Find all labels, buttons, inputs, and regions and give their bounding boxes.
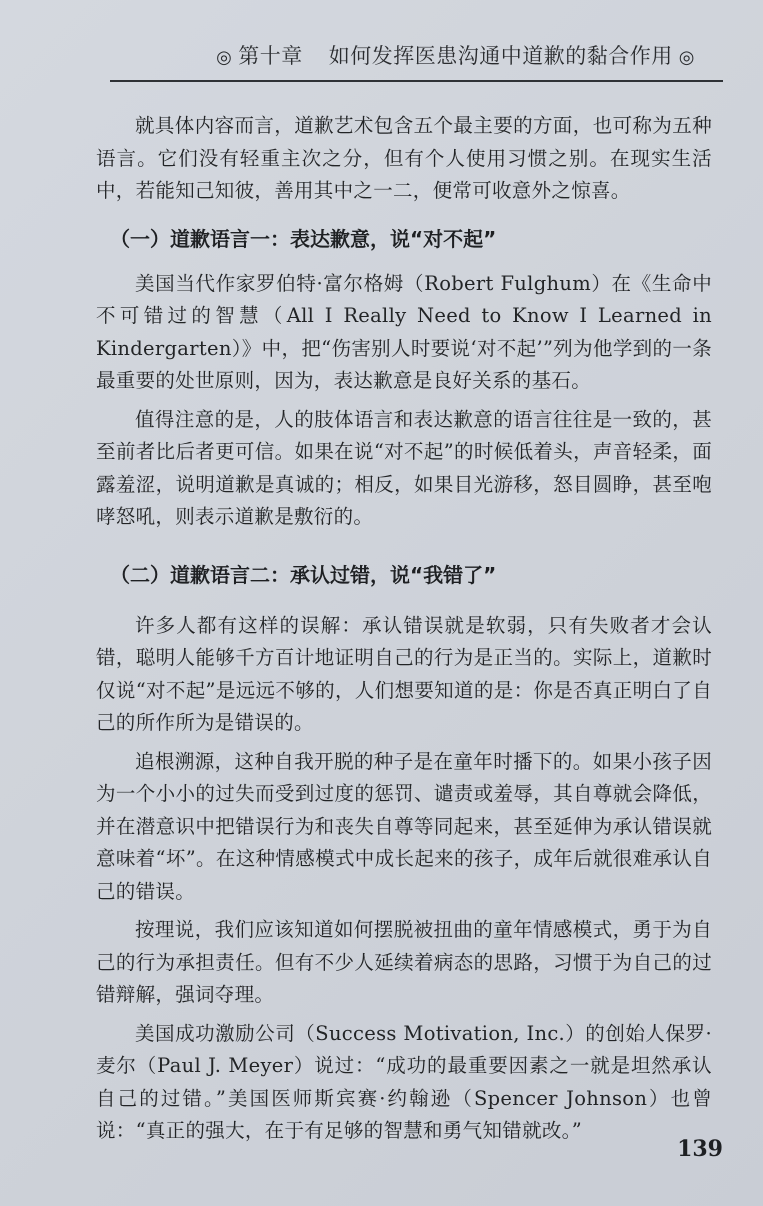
circle-symbol-icon: ◎ [678, 47, 695, 68]
section-heading-1: （一）道歉语言一：表达歉意，说“对不起” [110, 226, 497, 251]
chapter-label: 第十章 [238, 44, 303, 68]
chapter-title: 如何发挥医患沟通中道歉的黏合作用 [328, 44, 673, 68]
body-text [96, 110, 712, 1148]
circle-symbol-icon: ◎ [216, 47, 233, 68]
paragraph-intro: 就具体内容而言，道歉艺术包含五个最主要的方面，也可称为五种语言。它们没有轻重主次之分，但有个人使用习惯之别。在现实生活中，若能知己知彼，善用其中之一二，便常可收意外之惊喜。 [96, 114, 712, 202]
page-number: 139 [677, 1136, 723, 1162]
header-rule [110, 80, 723, 82]
paragraph: 许多人都有这样的误解：承认错误就是软弱，只有失败者才会认错，聪明人能够千方百计地证明自己的行为是正当的。实际上，道歉时仅说“对不起”是远远不够的，人们想要知道的是：你是否真正明白了自己的所作所为是错误的。 [96, 613, 712, 734]
paragraph: 美国当代作家罗伯特·富尔格姆（Robert Fulghum）在《生命中不可错过的智慧（All I Really Need to Know I Learned in Kindergarten）》中，把“伤害别人时要说‘对不起’”列为他学到的一条最重要的处世原则，因为，表达歉意是良好关系的基石。 [96, 271, 712, 392]
paragraph: 按理说，我们应该知道如何摆脱被扭曲的童年情感模式，勇于为自己的行为承担责任。但有不少人延续着病态的思路，习惯于为自己的过错辩解，强词夺理。 [96, 918, 712, 1006]
paragraph: 追根溯源，这种自我开脱的种子是在童年时播下的。如果小孩子因为一个小小的过失而受到过度的惩罚、谴责或羞辱，其自尊就会降低，并在潜意识中把错误行为和丧失自尊等同起来，甚至延伸为承认错误就意味着“坏”。在这种情感模式中成长起来的孩子，成年后就很难承认自己的错误。 [96, 749, 712, 903]
running-head [210, 40, 701, 70]
paragraph: 值得注意的是，人的肢体语言和表达歉意的语言往往是一致的，甚至前者比后者更可信。如果在说“对不起”的时候低着头，声音轻柔，面露羞涩，说明道歉是真诚的；相反，如果目光游移，怒目圆睁，甚至咆哮怒吼，则表示道歉是敷衍的。 [96, 407, 712, 528]
section-heading-2: （二）道歉语言二：承认过错，说“我错了” [110, 562, 497, 587]
paragraph: 美国成功激励公司（Success Motivation, Inc.）的创始人保罗·麦尔（Paul J. Meyer）说过：“成功的最重要因素之一就是坦然承认自己的过错。”美国医师斯宾赛·约翰逊（Spencer Johnson）也曾说：“真正的强大，在于有足够的智慧和勇气知错就改。” [96, 1021, 712, 1142]
